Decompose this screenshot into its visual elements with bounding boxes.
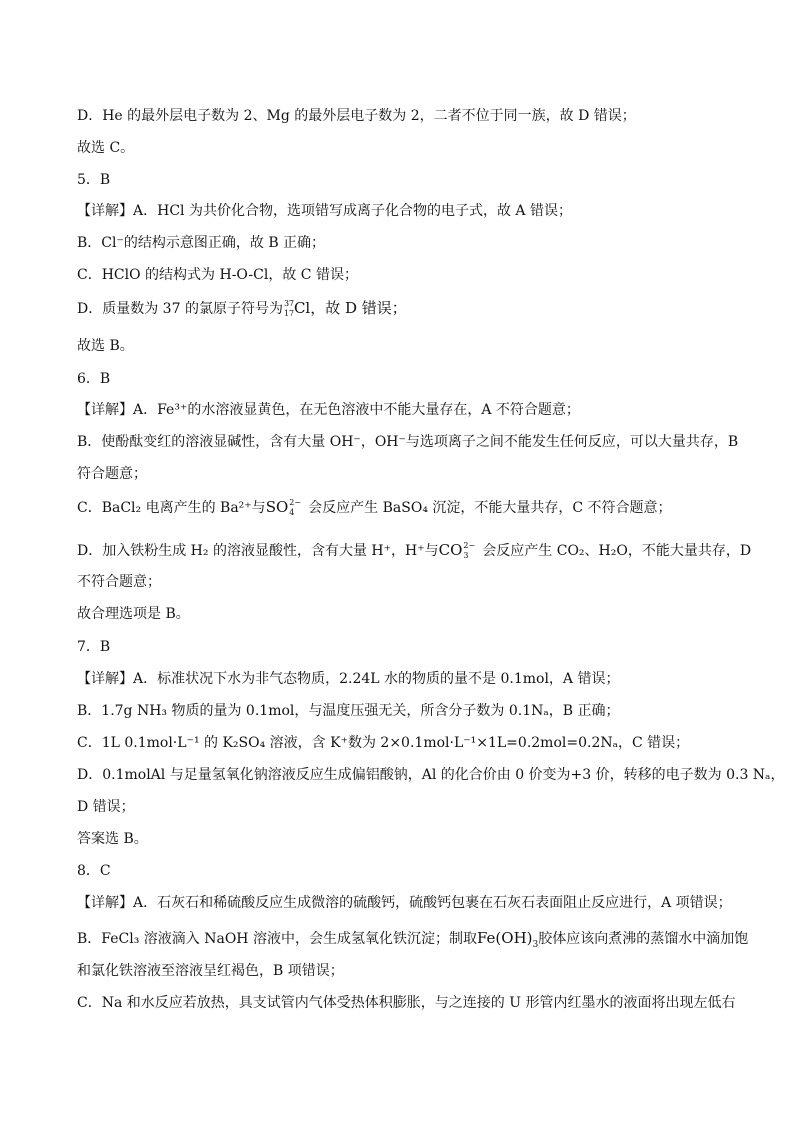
text-line: 【详解】A．标准状况下水为非气态物质，2.24L 水的物质的量不是 0.1mol，A 错误； <box>77 671 620 687</box>
isotope-notation <box>283 299 295 318</box>
text-line <box>77 298 737 319</box>
text-segment: CO <box>438 541 463 559</box>
atomic-number: 17 <box>283 309 295 318</box>
text-line: 故选 B。 <box>77 338 134 354</box>
text-line: 不符合题意； <box>77 574 161 590</box>
text-line: 【详解】A．石灰石和稀硫酸反应生成微溶的硫酸钙，硫酸钙包裹在石灰石表面阻止反应进行，A 项错误； <box>77 895 732 911</box>
ion-scripts <box>289 498 302 517</box>
subscript: 4 <box>289 508 295 517</box>
text-line <box>77 497 737 518</box>
text-segment: D．加入铁粉生成 H₂ 的溶液显酸性，含有大量 H⁺，H⁺与 <box>77 543 439 559</box>
text-segment: 会反应产生 CO₂、H₂O，不能大量共存，D <box>482 543 752 559</box>
text-segment: 胶体应该向煮沸的蒸馏水中滴加饱 <box>538 931 749 947</box>
text-segment: Fe(OH) <box>476 929 533 947</box>
text-line: 符合题意； <box>77 466 147 482</box>
subscript: 3 <box>463 551 469 560</box>
text-line: D 错误； <box>77 799 135 815</box>
text-segment: C．BaCl₂ 电离产生的 Ba²⁺与 <box>77 500 266 516</box>
question-number: 6．B <box>77 371 111 387</box>
text-line: B．使酚酞变红的溶液显碱性，含有大量 OH⁻，OH⁻与选项离子之间不能发生任何反应，可以大量共存，B <box>77 434 739 450</box>
text-line: 故合理选项是 B。 <box>77 606 190 622</box>
charge: 2− <box>463 541 476 550</box>
text-line: D．0.1molAl 与足量氢氧化钠溶液反应生成偏铝酸钠，Al 的化合价由 0 价变为+3 价，转移的电子数为 0.3 Nₐ， <box>77 767 785 783</box>
ion-scripts <box>463 541 476 560</box>
text-line: C．1L 0.1mol·L⁻¹ 的 K₂SO₄ 溶液，含 K⁺数为 2×0.1mol·L⁻¹×1L=0.2mol=0.2Nₐ，C 错误； <box>77 735 690 751</box>
text-line: 故选 C。 <box>77 140 135 156</box>
text-segment: SO <box>265 498 289 516</box>
text-line <box>77 540 752 561</box>
question-number: 8．C <box>77 863 111 879</box>
text-segment: B．FeCl₃ 溶液滴入 NaOH 溶液中，会生成氢氧化铁沉淀；制取 <box>77 931 477 947</box>
subscript: 3 <box>532 939 539 950</box>
text-line: 答案选 B。 <box>77 831 148 847</box>
question-number: 5．B <box>77 172 111 188</box>
question-number: 7．B <box>77 639 111 655</box>
text-line <box>77 928 749 950</box>
text-segment: D．质量数为 37 的氯原子符号为 <box>77 301 283 317</box>
text-line: B．1.7g NH₃ 物质的量为 0.1mol，与温度压强无关，所含分子数为 0.1Nₐ，B 正确； <box>77 703 620 719</box>
text-segment: Cl，故 D 错误； <box>293 299 407 317</box>
text-line: 【详解】A．Fe³⁺的水溶液显黄色，在无色溶液中不能大量存在，A 不符合题意； <box>77 402 580 418</box>
text-line: 【详解】A．HCl 为共价化合物，选项错写成离子化合物的电子式，故 A 错误； <box>77 203 572 219</box>
text-line: D．He 的最外层电子数为 2、Mg 的最外层电子数为 2，二者不位于同一族，故 D 错误； <box>77 108 636 124</box>
text-line: C．HClO 的结构式为 H-O-Cl，故 C 错误； <box>77 267 358 283</box>
mass-number: 37 <box>283 299 295 308</box>
text-line: 和氯化铁溶液至溶液呈红褐色，B 项错误； <box>77 963 344 979</box>
text-line: B．Cl⁻的结构示意图正确，故 B 正确； <box>77 235 326 251</box>
text-segment: 会反应产生 BaSO₄ 沉淀，不能大量共存，C 不符合题意； <box>308 500 672 516</box>
text-line: C．Na 和水反应若放热，具支试管内气体受热体积膨胀，与之连接的 U 形管内红墨水的液面将出现左低右 <box>77 995 736 1011</box>
charge: 2− <box>289 498 302 507</box>
